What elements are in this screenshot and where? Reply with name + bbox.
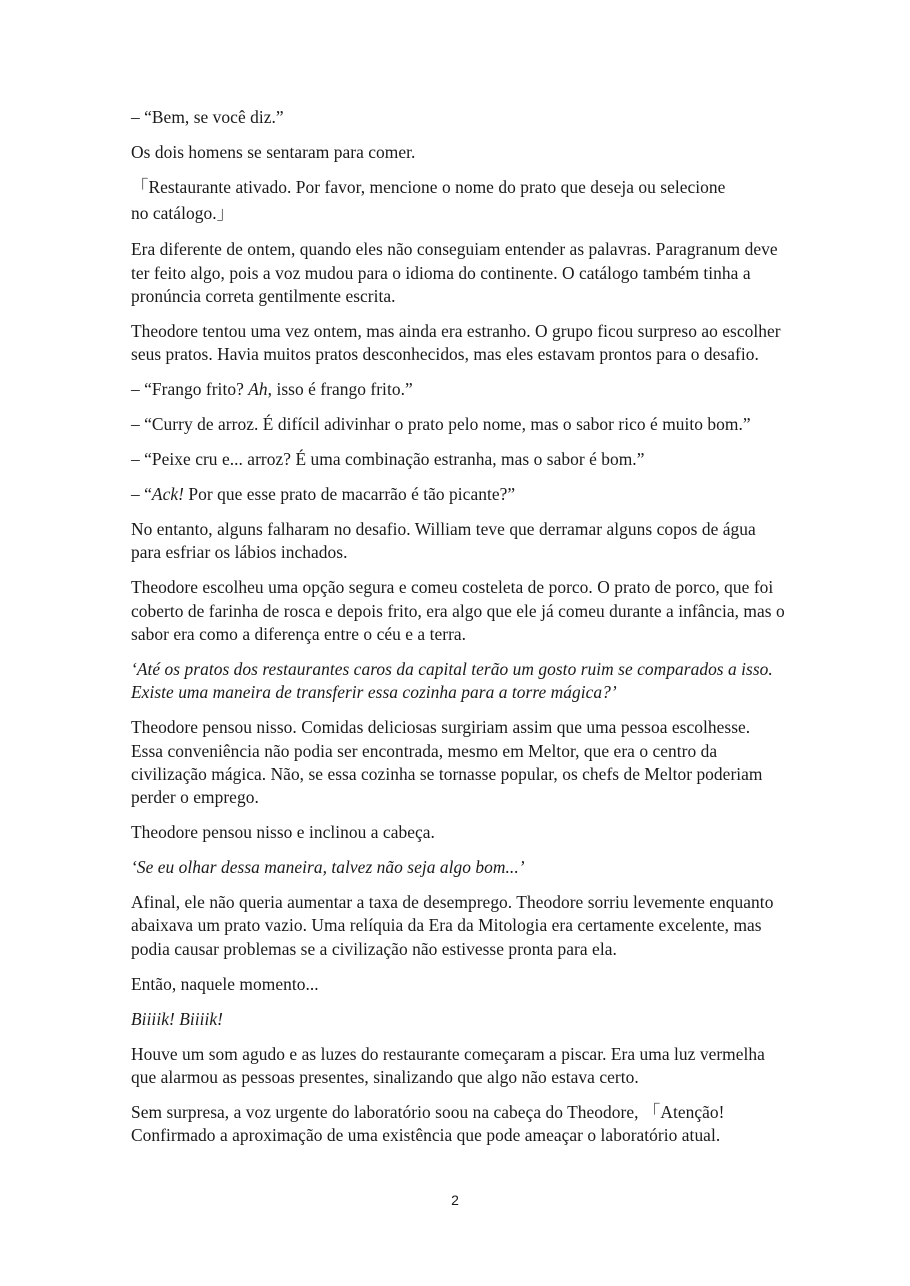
narration-text: Theodore escolheu uma opção segura e comeu costeleta de porco. O prato de porco, que foi coberto de farinha de rosca e depois frito, era algo que ele já comeu durante a infância, mas o sabor era como a diferença entre o céu e a terra. [131, 577, 785, 644]
narration-paragraph [131, 973, 786, 996]
dialogue-line [131, 106, 786, 129]
dialogue-text: – “Curry de arroz. É difícil adivinhar o prato pelo nome, mas o sabor rico é muito bom.” [131, 414, 751, 435]
dialogue-text: – “Peixe cru e... arroz? É uma combinação estranha, mas o sabor é bom.” [131, 448, 645, 469]
inner-thought [131, 856, 786, 879]
page-number: 2 [451, 1192, 459, 1208]
dialogue-text: Por que esse prato de macarrão é tão picante?” [183, 483, 516, 504]
narration-text: Então, naquele momento... [131, 973, 319, 994]
system-message-line-2: no catálogo.」 [131, 203, 235, 224]
narration-text: Afinal, ele não queria aumentar a taxa de desemprego. Theodore sorriu levemente enquanto abaixava um prato vazio. Uma relíquia da Era da Mitologia era certamente excelente, mas podia causar problemas se a civilização não estivesse pronta para ela. [131, 892, 774, 959]
narration-text: No entanto, alguns falharam no desafio. William teve que derramar alguns copos de água para esfriar os lábios inchados. [131, 518, 756, 563]
narration-text: Houve um som agudo e as luzes do restaurante começaram a piscar. Era uma luz vermelha que alarmou as pessoas presentes, sinalizando que algo não estava certo. [131, 1043, 765, 1087]
thought-text: ‘Até os pratos dos restaurantes caros da capital terão um gosto ruim se comparados a isso. Existe uma maneira de transferir essa cozinha para a torre mágica?’ [131, 658, 773, 703]
dialogue-emphasis: Ack! [151, 483, 184, 504]
narration-paragraph [131, 518, 786, 565]
dialogue-text: – “Bem, se você diz.” [131, 107, 284, 127]
narration-paragraph [131, 716, 786, 810]
dialogue-line [131, 413, 786, 436]
narration-paragraph [131, 1043, 786, 1090]
narration-paragraph [131, 238, 786, 308]
narration-paragraph [131, 320, 786, 367]
narration-text: Theodore pensou nisso e inclinou a cabeça. [131, 822, 435, 843]
dialogue-text: – “ [131, 483, 152, 504]
narration-paragraph [131, 1101, 786, 1148]
thought-text: ‘Se eu olhar dessa maneira, talvez não seja algo bom...’ [131, 857, 525, 878]
dialogue-text: , isso é frango frito.” [267, 379, 413, 400]
narration-paragraph [131, 891, 786, 961]
inner-thought [131, 658, 786, 705]
narration-text: Os dois homens se sentaram para comer. [131, 141, 416, 162]
narration-paragraph [131, 576, 786, 646]
narration-paragraph [131, 141, 786, 164]
dialogue-line [131, 483, 786, 506]
sound-effect-text: Biiiik! Biiiik! [131, 1008, 224, 1029]
dialogue-line [131, 448, 786, 471]
page-body [131, 106, 786, 1159]
system-message-line-1: 「Restaurante ativado. Por favor, mencione o nome do prato que deseja ou selecione [131, 176, 726, 197]
system-message [131, 176, 786, 226]
narration-text: Theodore tentou uma vez ontem, mas ainda era estranho. O grupo ficou surpreso ao escolher seus pratos. Havia muitos pratos desconhecidos, mas eles estavam prontos para o desafio. [131, 320, 781, 365]
dialogue-line [131, 378, 786, 401]
narration-text: Sem surpresa, a voz urgente do laboratório soou na cabeça do Theodore, 「Atenção! Confirmado a aproximação de uma existência que pode ameaçar o laboratório atual. [131, 1101, 725, 1146]
dialogue-emphasis: Ah [248, 379, 268, 400]
dialogue-text: – “Frango frito? [131, 379, 249, 400]
sound-effect [131, 1008, 786, 1031]
narration-paragraph [131, 821, 786, 844]
narration-text: Era diferente de ontem, quando eles não conseguiam entender as palavras. Paragranum deve ter feito algo, pois a voz mudou para o idioma do continente. O catálogo também tinha a pronúncia correta gentilmente escrita. [131, 239, 778, 306]
narration-text: Theodore pensou nisso. Comidas deliciosas surgiriam assim que uma pessoa escolhesse. Essa conveniência não podia ser encontrada, mesmo em Meltor, que era o centro da civilização mágica. Não, se essa cozinha se tornasse popular, os chefs de Meltor poderiam perder o emprego. [131, 717, 763, 808]
